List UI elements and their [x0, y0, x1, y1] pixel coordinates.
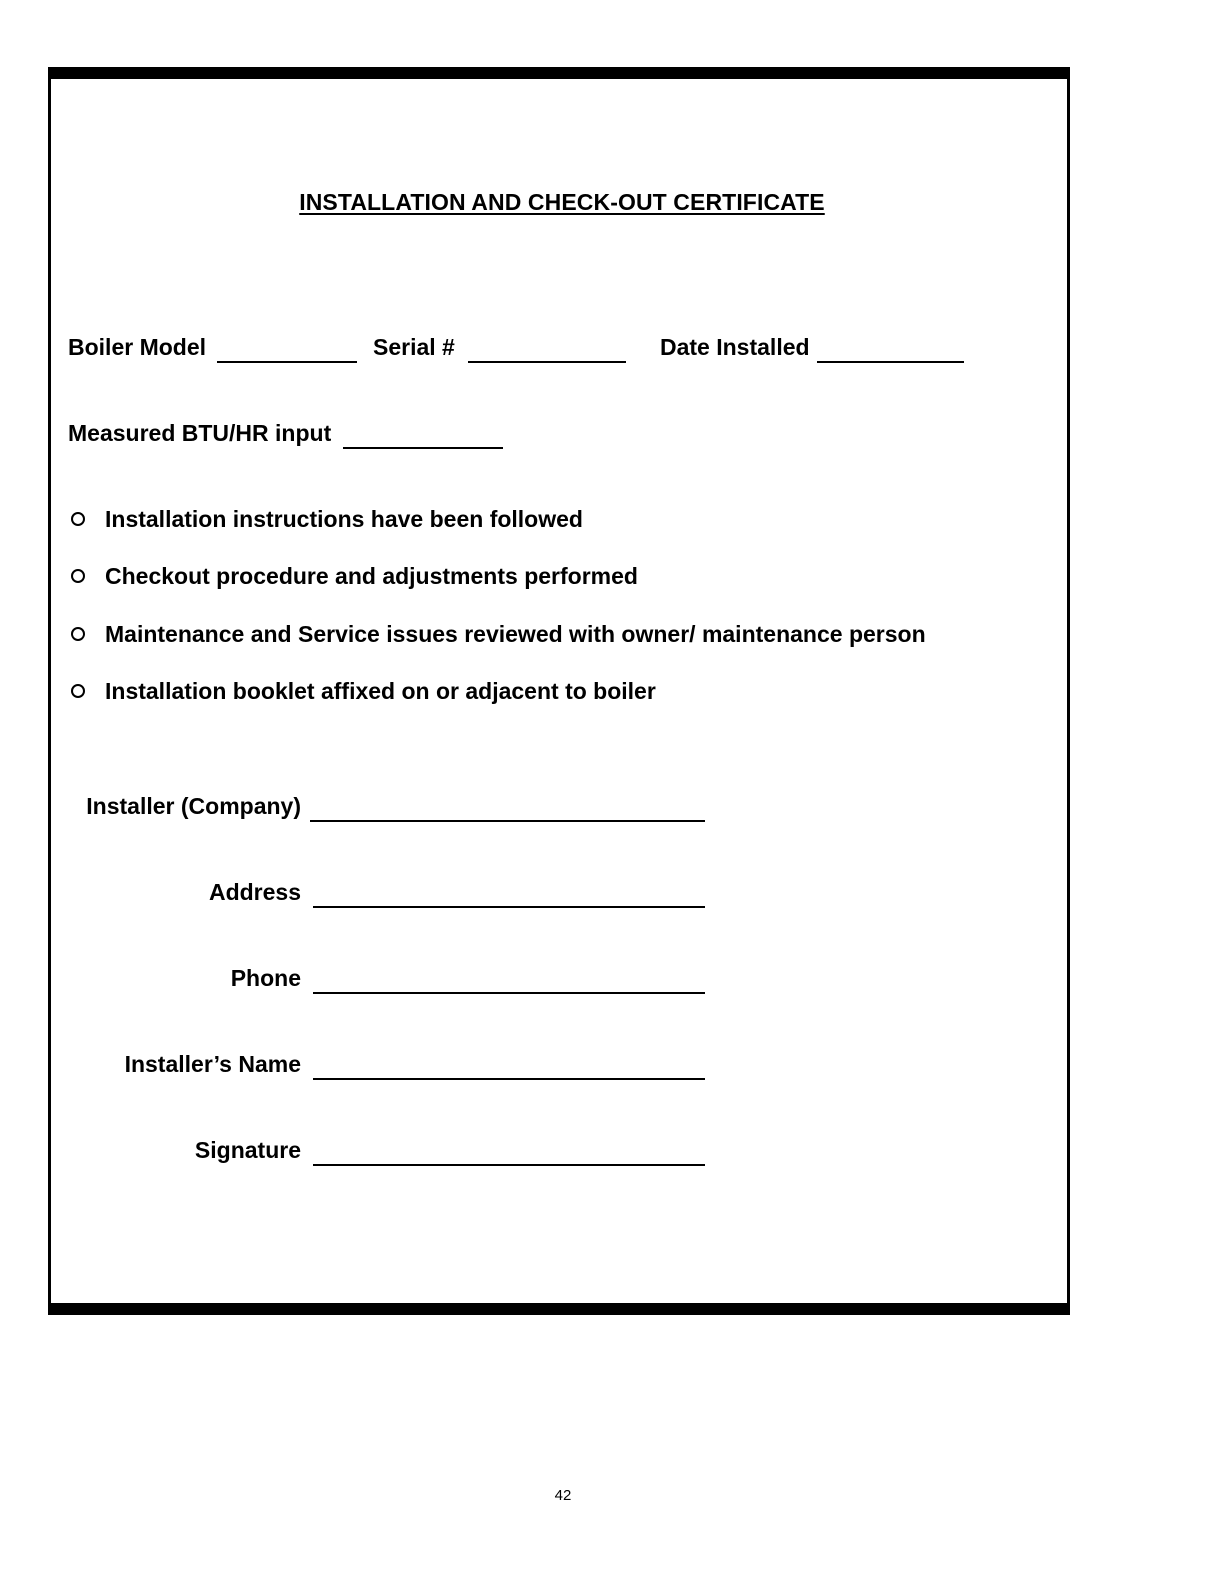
phone-field[interactable] [313, 992, 705, 994]
signature-field[interactable] [313, 1164, 705, 1166]
installer-name-field[interactable] [313, 1078, 705, 1080]
checkbox-circle-icon[interactable] [71, 512, 85, 526]
btu-field[interactable] [343, 447, 503, 449]
checklist-item[interactable] [68, 562, 638, 590]
certificate-title: INSTALLATION AND CHECK-OUT CERTIFICATE [299, 189, 825, 215]
checkbox-circle-icon[interactable] [71, 684, 85, 698]
checklist-item-label: Maintenance and Service issues reviewed with owner/ maintenance person [105, 620, 926, 647]
checkbox-circle-icon[interactable] [71, 569, 85, 583]
date-installed-field[interactable] [817, 361, 964, 363]
serial-label: Serial # [373, 334, 455, 360]
checklist-item[interactable] [68, 505, 583, 533]
address-field[interactable] [313, 906, 705, 908]
installer-company-field[interactable] [310, 820, 705, 822]
checklist-item-label: Installation instructions have been followed [105, 505, 583, 532]
boiler-model-label: Boiler Model [68, 334, 207, 360]
certificate-frame [48, 67, 1070, 1315]
date-installed-label: Date Installed [660, 334, 810, 360]
serial-field[interactable] [468, 361, 626, 363]
signature-label: Signature [194, 1137, 301, 1163]
checklist-item[interactable] [68, 620, 926, 648]
checkbox-circle-icon[interactable] [71, 627, 85, 641]
checklist-item[interactable] [68, 677, 656, 705]
btu-label: Measured BTU/HR input [68, 420, 332, 446]
checklist-item-label: Installation booklet affixed on or adjacent to boiler [105, 677, 656, 704]
phone-label: Phone [230, 965, 301, 991]
boiler-model-field[interactable] [217, 361, 357, 363]
address-label: Address [208, 879, 301, 905]
checklist-item-label: Checkout procedure and adjustments performed [105, 562, 638, 589]
installer-name-label: Installer’s Name [124, 1051, 301, 1077]
installer-company-label: Installer (Company) [86, 793, 301, 819]
page-number: 42 [554, 1487, 572, 1504]
